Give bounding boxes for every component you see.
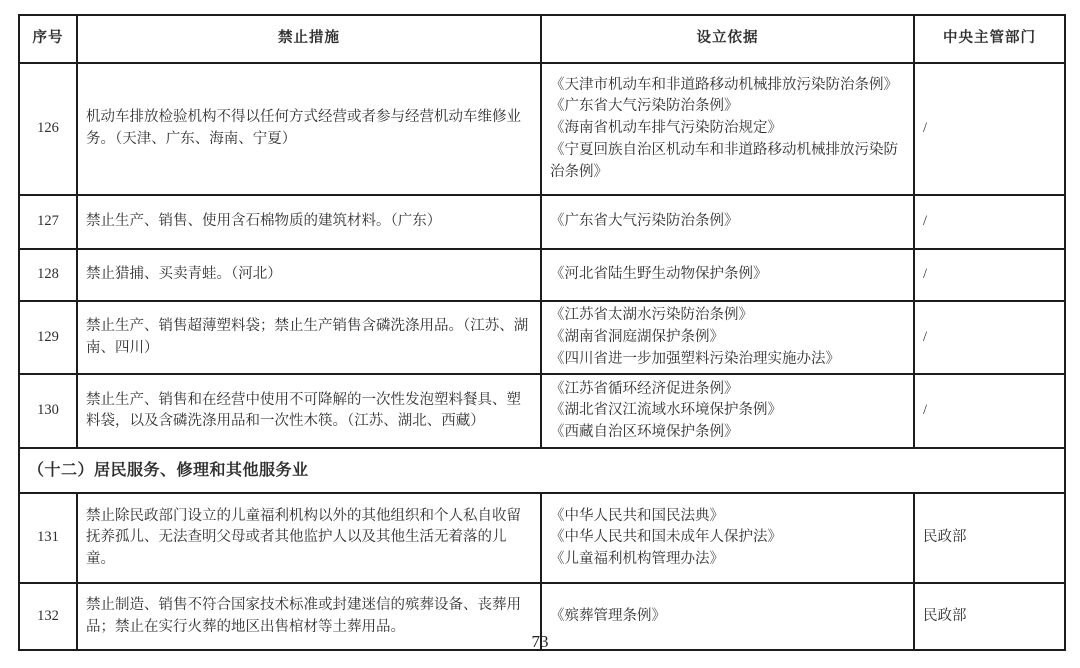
basis-line: 《广东省大气污染防治条例》 (550, 98, 739, 115)
table-row (19, 63, 1065, 195)
column-header-measure: 禁止措施 (77, 15, 541, 63)
row-number: 130 (19, 374, 77, 448)
basis-cell (541, 195, 914, 249)
section-header: （十二）居民服务、修理和其他服务业 (19, 448, 1065, 493)
department-cell: 民政部 (914, 493, 1065, 583)
department-cell: / (914, 301, 1065, 374)
row-number: 132 (19, 583, 77, 650)
section-header-row (19, 448, 1065, 493)
basis-line: 《儿童福利机构管理办法》 (550, 551, 724, 568)
basis-line: 《中华人民共和国民法典》 (550, 507, 724, 524)
basis-line: 《宁夏回族自治区机动车和非道路移动机械排放污染防治条例》 (550, 141, 898, 180)
basis-line: 《天津市机动车和非道路移动机械排放污染防治条例》 (550, 76, 898, 93)
column-header-basis: 设立依据 (541, 15, 914, 63)
basis-line: 《广东省大气污染防治条例》 (550, 213, 739, 230)
measure-cell: 禁止除民政部门设立的儿童福利机构以外的其他组织和个人私自收留抚养孤儿、无法查明父母或者其他监护人以及其他生活无着落的儿童。 (77, 493, 541, 583)
table-row (19, 249, 1065, 301)
basis-line: 《海南省机动车排气污染防治规定》 (550, 120, 782, 137)
table-row (19, 195, 1065, 249)
basis-cell (541, 493, 914, 583)
basis-line: 《四川省进一步加强塑料污染治理实施办法》 (550, 350, 840, 367)
row-number: 129 (19, 301, 77, 374)
measure-cell: 禁止制造、销售不符合国家技术标准或封建迷信的殡葬设备、丧葬用品；禁止在实行火葬的地区出售棺材等土葬用品。 (77, 583, 541, 650)
basis-line: 《中华人民共和国未成年人保护法》 (550, 529, 782, 546)
measure-cell: 机动车排放检验机构不得以任何方式经营或者参与经营机动车维修业务。（天津、广东、海南、宁夏） (77, 63, 541, 195)
basis-line: 《殡葬管理条例》 (550, 607, 666, 624)
measure-cell: 禁止生产、销售超薄塑料袋；禁止生产销售含磷洗涤用品。（江苏、湖南、四川） (77, 301, 541, 374)
department-cell: / (914, 249, 1065, 301)
basis-line: 《河北省陆生野生动物保护条例》 (550, 266, 768, 283)
measure-cell: 禁止生产、销售和在经营中使用不可降解的一次性发泡塑料餐具、塑料袋，以及含磷洗涤用品和一次性木筷。（江苏、湖北、西藏） (77, 374, 541, 448)
department-cell: / (914, 63, 1065, 195)
page-number: 73 (531, 632, 549, 651)
basis-line: 《西藏自治区环境保护条例》 (550, 424, 739, 441)
basis-cell (541, 301, 914, 374)
department-cell: 民政部 (914, 583, 1065, 650)
department-cell: / (914, 374, 1065, 448)
prohibition-measures-table (18, 14, 1066, 651)
row-number: 131 (19, 493, 77, 583)
basis-cell (541, 63, 914, 195)
measure-cell: 禁止生产、销售、使用含石棉物质的建筑材料。（广东） (77, 195, 541, 249)
basis-line: 《江苏省太湖水污染防治条例》 (550, 307, 753, 323)
row-number: 127 (19, 195, 77, 249)
basis-line: 《湖北省汉江流域水环境保护条例》 (550, 402, 782, 419)
table-row (19, 301, 1065, 374)
table-row (19, 374, 1065, 448)
column-header-index: 序号 (19, 15, 77, 63)
department-cell: / (914, 195, 1065, 249)
table-header-row (19, 15, 1065, 63)
basis-cell (541, 374, 914, 448)
column-header-department: 中央主管部门 (914, 15, 1065, 63)
basis-line: 《江苏省循环经济促进条例》 (550, 380, 739, 397)
measure-cell: 禁止猎捕、买卖青蛙。（河北） (77, 249, 541, 301)
basis-cell (541, 249, 914, 301)
row-number: 128 (19, 249, 77, 301)
basis-line: 《湖南省洞庭湖保护条例》 (550, 328, 724, 345)
row-number: 126 (19, 63, 77, 195)
table-row (19, 493, 1065, 583)
